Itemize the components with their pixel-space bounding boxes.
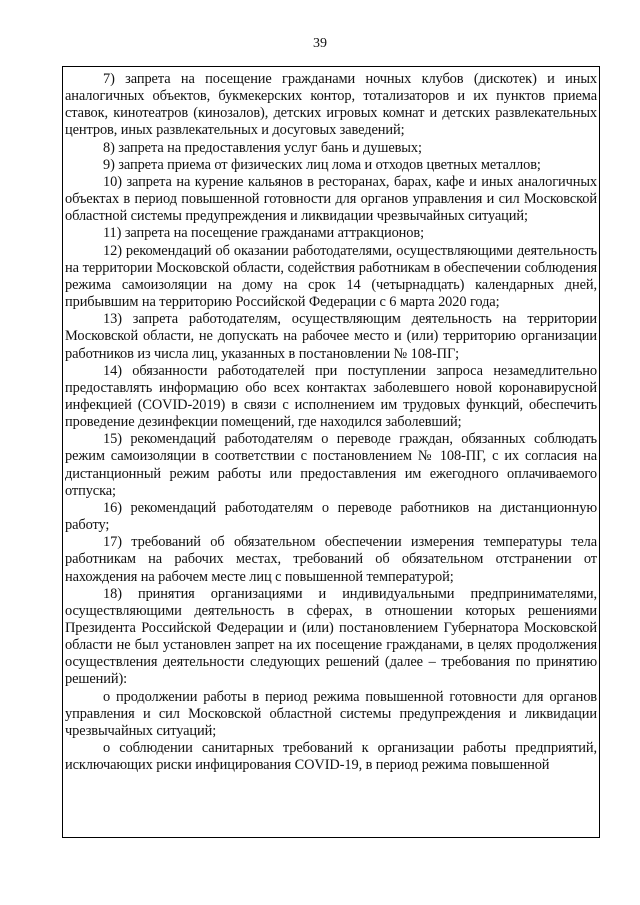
paragraph-decision-sanitary: о соблюдении санитарных требований к организации работы предприятий, исключающих риски инфицирования COVID-19, в период режима повышенной: [65, 740, 597, 774]
paragraph-item-18: 18) принятия организациями и индивидуальными предпринимателями, осуществляющими деятельность в сферах, в отношении которых решениями Президента Российской Федерации и (или) постановлением Губернатора Московской области не был установлен запрет на их посещение гражданами, в целях продолжения осуществления деятельности следующих решений (далее – требования по принятию решений):: [65, 585, 597, 688]
paragraph-item-15: 15) рекомендаций работодателям о переводе граждан, обязанных соблюдать режим самоизоляции в соответствии с постановлением № 108-ПГ, с их согласия на дистанционный режим работы или предоставления им ежегодного оплачиваемого отпуска;: [65, 431, 597, 499]
paragraph-item-12: 12) рекомендаций об оказании работодателями, осуществляющими деятельность на территории Московской области, содействия работникам в обеспечении соблюдения режима самоизоляции на дому на срок 14 (четырнадцать) календарных дней, прибывшим на территорию Российской Федерации с 6 марта 2020 года;: [65, 242, 597, 311]
page-number: 39: [313, 36, 327, 51]
paragraph-decision-continue-work: о продолжении работы в период режима повышенной готовности для органов управления и сил Московской областной системы предупреждения и ликвидации чрезвычайных ситуаций;: [65, 688, 597, 739]
paragraph-item-7: 7) запрета на посещение гражданами ночных клубов (дискотек) и иных аналогичных объектов, букмекерских контор, тотализаторов и их пунктов приема ставок, кинотеатров (кинозалов), детских игровых комнат и детских развлекательных центров, иных развлекательных и досуговых заведений;: [65, 71, 597, 139]
paragraph-item-9: 9) запрета приема от физических лиц лома и отходов цветных металлов;: [103, 156, 541, 173]
paragraph-item-11: 11) запрета на посещение гражданами аттракционов;: [103, 225, 424, 242]
paragraph-item-13: 13) запрета работодателям, осуществляющим деятельность на территории Московской области, не допускать на рабочее место и (или) территорию организации работников из числа лиц, указанных в постановлении № 108-ПГ;: [65, 311, 597, 362]
paragraph-item-14: 14) обязанности работодателей при поступлении запроса незамедлительно предоставлять информацию обо всех контактах заболевшего новой коронавирусной инфекцией (COVID-2019) в связи с исполнением им трудовых функций, обеспечить проведение дезинфекции помещений, где находился заболевший;: [65, 362, 597, 431]
document-body: [65, 71, 597, 774]
paragraph-item-16: 16) рекомендаций работодателям о переводе работников на дистанционную работу;: [65, 499, 597, 534]
document-content-frame: [62, 66, 600, 838]
paragraph-item-10: 10) запрета на курение кальянов в ресторанах, барах, кафе и иных аналогичных объектах в период повышенной готовности для органов управления и сил Московской областной системы предупреждения и ликвидации чрезвычайных ситуаций;: [65, 173, 597, 225]
paragraph-item-8: 8) запрета на предоставления услуг бань и душевых;: [103, 139, 422, 156]
paragraph-item-17: 17) требований об обязательном обеспечении измерения температуры тела работникам на рабочих местах, требований об обязательном отстранении от нахождения на рабочем месте лиц с повышенной температурой;: [65, 534, 597, 585]
